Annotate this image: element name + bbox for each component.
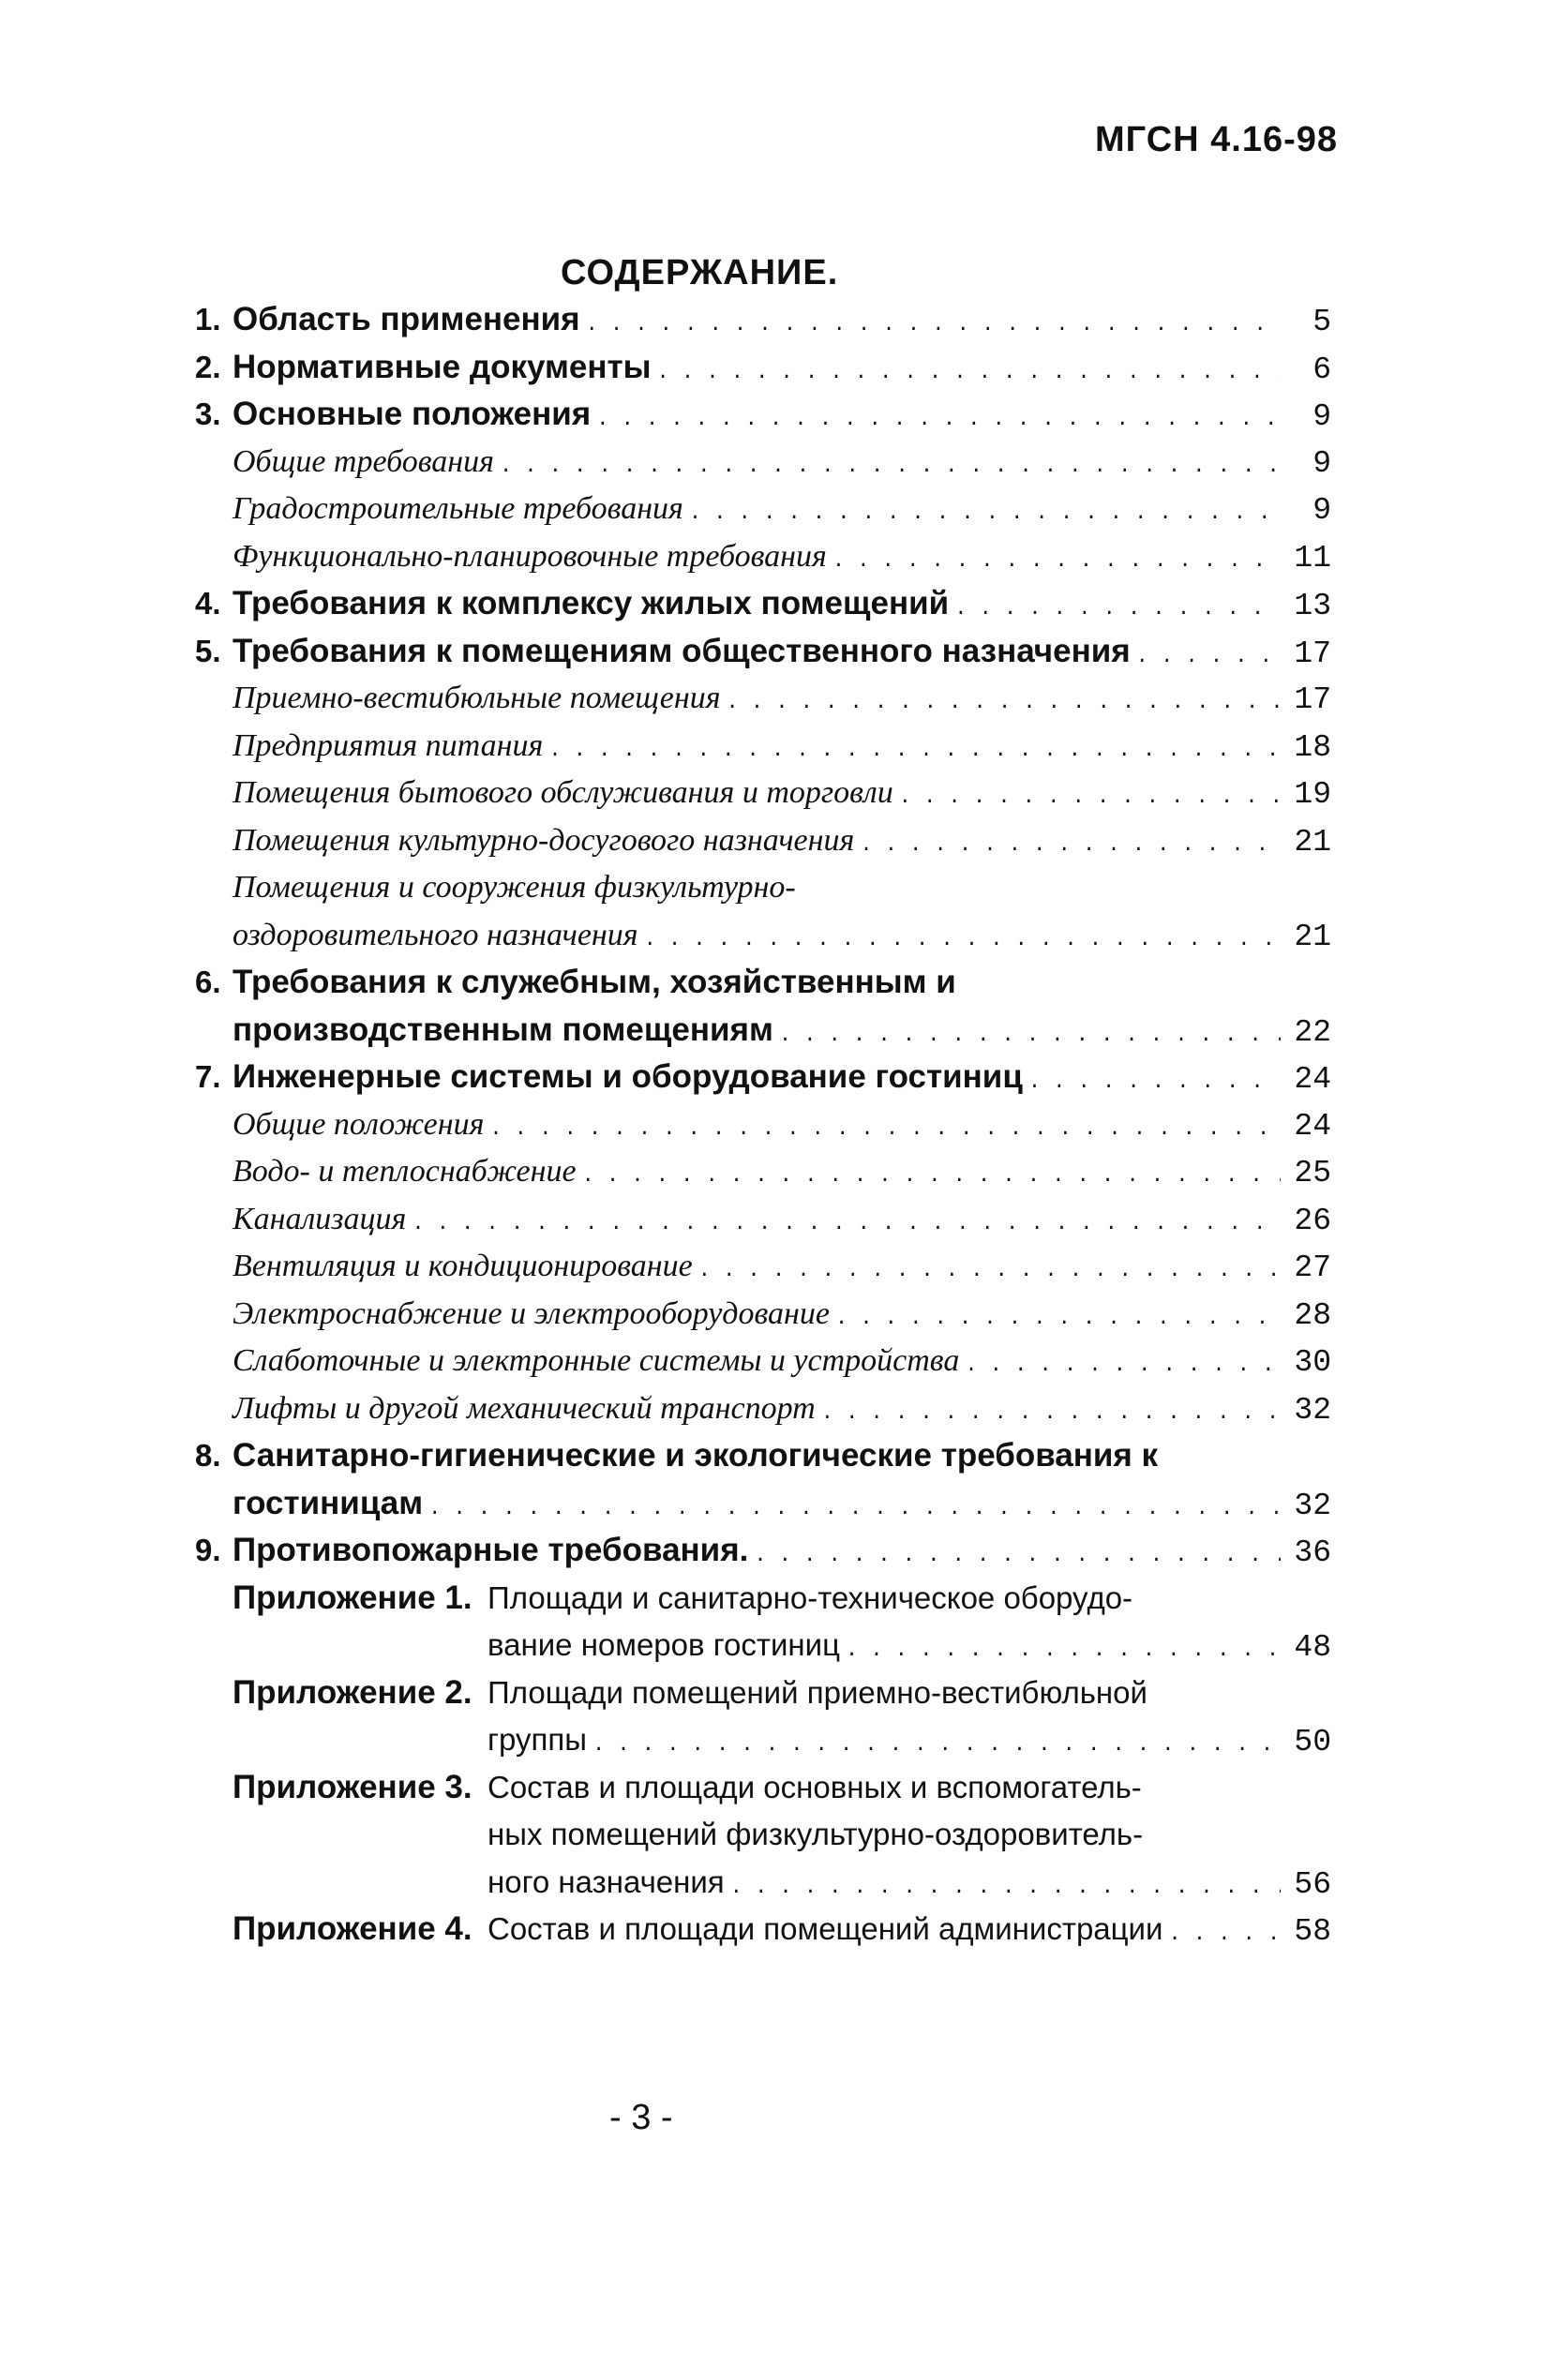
appendix-2-cont[interactable] [195,1716,1331,1764]
toc-subentry[interactable] [195,533,1331,581]
leader-dots [582,1150,1281,1201]
toc-text: Помещения культурно-досугового назначения [232,822,855,858]
toc-subentry[interactable] [195,817,1331,865]
toc-text: Требования к служебным, хозяйственным и [232,964,956,1000]
leader-dots [954,583,1281,634]
toc-subentry[interactable] [195,1338,1331,1385]
leader-dots [698,1245,1281,1295]
toc-page: 27 [1294,1250,1331,1285]
leader-dots [586,299,1281,350]
toc-text: Общие требования [232,443,494,479]
leader-dots [821,1387,1281,1438]
toc-subentry[interactable] [195,1291,1331,1339]
leader-dots [779,1010,1281,1060]
toc-page: 9 [1312,445,1331,481]
leader-dots [548,725,1281,775]
toc-subentry[interactable] [195,1385,1331,1433]
toc-page: 48 [1294,1630,1331,1665]
toc-page: 50 [1294,1725,1331,1759]
toc-page: 17 [1294,636,1331,671]
toc-page: 30 [1294,1345,1331,1380]
toc-entry-3[interactable] [195,391,1331,439]
toc-entry-6[interactable] [195,959,1331,1007]
toc-text: Водо- и теплоснабжение [232,1154,577,1189]
toc-num: 9. [195,1533,221,1567]
appendix-3-cont[interactable] [195,1859,1331,1907]
toc-num: 3. [195,397,221,431]
leader-dots [592,1719,1281,1770]
table-of-contents [195,296,1331,1953]
toc-text: гостиницам [232,1484,424,1521]
toc-subentry[interactable] [195,675,1331,723]
toc-page: 36 [1294,1535,1331,1570]
toc-text: Электроснабжение и электрооборудование [232,1295,830,1331]
toc-text: Градостроительные требования [232,491,683,526]
leader-dots [965,1340,1281,1390]
toc-page: 24 [1294,1108,1331,1144]
appendix-1[interactable] [195,1575,1331,1623]
toc-subentry[interactable] [195,439,1331,486]
toc-text: Инженерные системы и оборудование гостиниц [232,1058,1023,1095]
leader-dots [428,1483,1281,1534]
toc-subentry[interactable] [195,770,1331,817]
appendix-label: Приложение 4. [232,1910,472,1947]
toc-entry-8[interactable] [195,1432,1331,1480]
toc-num: 8. [195,1438,221,1473]
toc-text: Канализация [232,1201,407,1236]
appendix-4[interactable] [195,1906,1331,1953]
toc-num: 6. [195,965,221,999]
leader-dots [832,535,1281,586]
appendix-label: Приложение 2. [232,1673,472,1711]
toc-text: Санитарно-гигиенические и экологические требования к [232,1437,1159,1474]
toc-subentry[interactable] [195,723,1331,771]
toc-num: 4. [195,586,221,621]
toc-page: 25 [1294,1156,1331,1190]
toc-num: 1. [195,302,221,337]
appendix-text: ных помещений физкультурно-оздоровитель- [488,1817,1144,1851]
toc-subentry[interactable] [195,1101,1331,1149]
toc-text: Слаботочные и электронные системы и устройства [232,1343,960,1378]
toc-text: Требования к помещениям общественного назначения [232,632,1131,669]
toc-num: 5. [195,633,221,668]
toc-entry-7[interactable] [195,1054,1331,1101]
appendix-label: Приложение 1. [232,1579,472,1616]
toc-text: производственным помещениям [232,1010,773,1048]
toc-subentry[interactable] [195,912,1331,960]
toc-page: 19 [1294,777,1331,812]
leader-dots [644,914,1281,965]
toc-text: Приемно-вестибюльные помещения [232,681,721,715]
toc-page: 24 [1294,1062,1331,1097]
leader-dots [1168,1908,1281,1959]
toc-text: Основные положения [232,396,592,432]
toc-page: 9 [1312,493,1331,528]
toc-page: 28 [1294,1297,1331,1333]
appendix-3-cont [195,1811,1331,1859]
toc-entry-5[interactable] [195,628,1331,676]
appendix-text: ного назначения [488,1864,725,1899]
toc-page: 56 [1294,1866,1331,1902]
leader-dots [1028,1056,1281,1107]
leader-dots [1136,631,1281,681]
toc-entry-9[interactable] [195,1527,1331,1575]
toc-text: Требования к комплексу жилых помещений [232,585,950,621]
toc-entry-6-cont[interactable] [195,1007,1331,1055]
toc-text: Вентиляция и кондиционирование [232,1249,693,1283]
toc-entry-2[interactable] [195,344,1331,392]
leader-dots [846,1624,1281,1675]
toc-page: 5 [1312,305,1331,339]
toc-text: Помещения и сооружения физкультурно- [232,870,796,905]
leader-dots [727,677,1281,727]
toc-title: СОДЕРЖАНИЕ. [561,253,839,292]
leader-dots [657,347,1281,397]
toc-page: 17 [1294,682,1331,717]
leader-dots [754,1530,1281,1580]
toc-num: 7. [195,1059,221,1094]
toc-page: 6 [1312,352,1331,387]
appendix-2[interactable] [195,1669,1331,1717]
toc-page: 26 [1294,1203,1331,1238]
toc-subentry-line[interactable] [195,864,1331,912]
leader-dots [596,394,1281,444]
toc-page: 58 [1294,1914,1331,1949]
toc-text: Общие положения [232,1106,485,1142]
toc-text: Область применения [232,301,580,337]
toc-subentry[interactable] [195,1148,1331,1196]
toc-page: 11 [1294,540,1331,576]
toc-text: Помещения бытового обслуживания и торговли [232,775,893,810]
toc-subentry[interactable] [195,1196,1331,1244]
appendix-3[interactable] [195,1764,1331,1812]
leader-dots [730,1862,1281,1912]
toc-text: Противопожарные требования. [232,1532,749,1568]
toc-text: Лифты и другой механический транспорт [232,1390,816,1426]
page-number: - 3 - [609,2098,673,2137]
toc-text: Предприятия питания [232,727,544,763]
toc-entry-8-cont[interactable] [195,1480,1331,1528]
toc-entry-4[interactable] [195,580,1331,628]
appendix-1-cont[interactable] [195,1622,1331,1669]
toc-page: 18 [1294,729,1331,765]
toc-page: 9 [1312,399,1331,434]
leader-dots [860,819,1281,870]
document-code: МГСН 4.16-98 [1095,120,1339,159]
toc-subentry[interactable] [195,486,1331,533]
leader-dots [489,1103,1281,1154]
leader-dots [500,441,1281,491]
toc-text: оздоровительного назначения [232,917,638,952]
toc-entry-1[interactable] [195,296,1331,344]
toc-text: Функционально-планировочные требования [232,538,827,574]
leader-dots [899,771,1281,822]
toc-page: 32 [1294,1392,1331,1428]
toc-page: 21 [1294,824,1331,860]
toc-subentry[interactable] [195,1243,1331,1291]
leader-dots [412,1198,1281,1249]
appendix-text: Площади и санитарно-техническое оборудо- [488,1579,1133,1615]
toc-page: 32 [1294,1488,1331,1523]
appendix-text: Площади помещений приемно-вестибюльной [488,1674,1148,1710]
toc-page: 13 [1294,589,1331,623]
appendix-text: Состав и площади помещений администрации [488,1911,1163,1946]
toc-text: Нормативные документы [232,348,652,385]
appendix-text: вание номеров гостиниц [488,1627,840,1662]
appendix-text: группы [488,1722,587,1757]
appendix-text: Состав и площади основных и вспомогатель- [488,1769,1142,1804]
toc-num: 2. [195,349,221,384]
leader-dots [835,1293,1281,1343]
toc-page: 22 [1294,1014,1331,1050]
appendix-label: Приложение 3. [232,1768,472,1805]
toc-page: 21 [1294,919,1331,954]
leader-dots [689,487,1281,538]
